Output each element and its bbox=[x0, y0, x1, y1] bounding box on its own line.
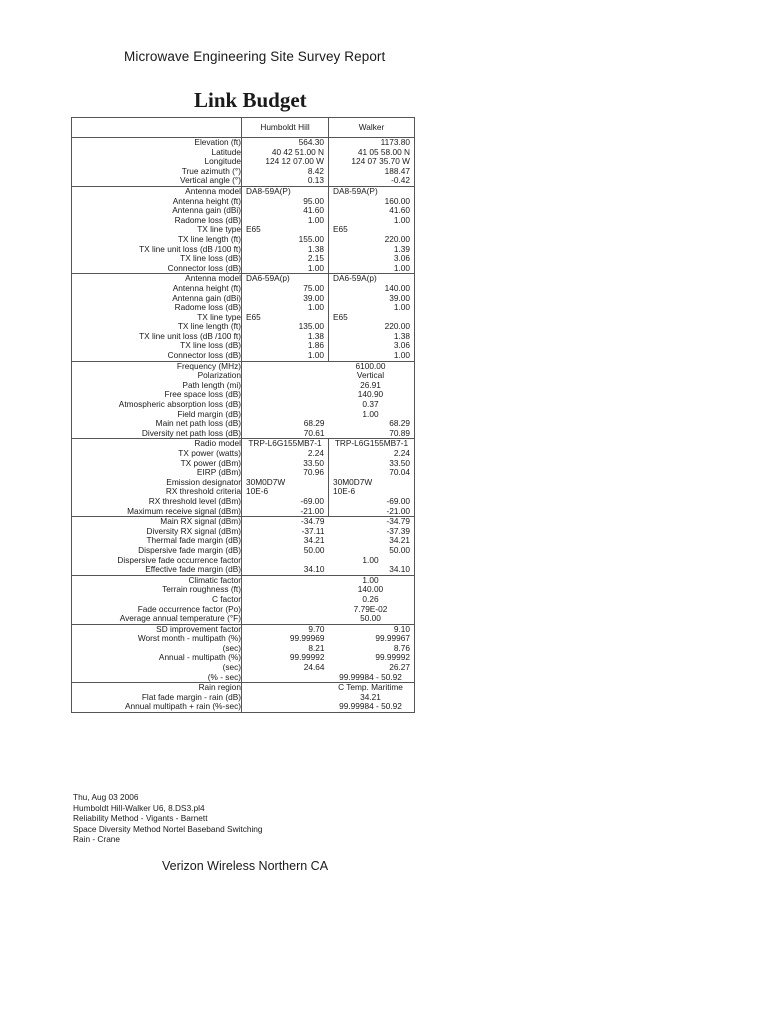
row-label: Dispersive fade margin (dB) bbox=[138, 544, 241, 555]
row-label: Main net path loss (dB) bbox=[155, 418, 241, 429]
row-label: Annual multipath + rain (%-sec) bbox=[125, 701, 241, 712]
row-label: True azimuth (°) bbox=[181, 165, 241, 176]
row-label: Flat fade margin - rain (dB) bbox=[141, 691, 241, 702]
site-a-values bbox=[242, 138, 329, 187]
shared-value: 99.99984 - 50.92 bbox=[339, 701, 402, 712]
site-b-value: -21.00 bbox=[386, 505, 410, 516]
site-b-value: 3.06 bbox=[393, 340, 410, 351]
row-label: Latitude bbox=[211, 146, 241, 157]
row-label: EIRP (dBm) bbox=[196, 467, 241, 478]
table-section bbox=[72, 683, 415, 713]
shared-value: 99.99984 - 50.92 bbox=[339, 671, 402, 682]
shared-value: 50.00 bbox=[360, 613, 381, 624]
section-labels bbox=[72, 517, 242, 576]
site-a-value: 2.24 bbox=[307, 448, 324, 458]
site-a-value: 564.30 bbox=[298, 137, 324, 147]
row-label: TX power (watts) bbox=[178, 448, 241, 458]
section-labels bbox=[72, 361, 242, 439]
row-label: Radio model bbox=[194, 438, 241, 449]
section-labels bbox=[72, 138, 242, 187]
row-label: Fade occurrence factor (Po) bbox=[137, 603, 241, 614]
section-labels bbox=[72, 439, 242, 517]
row-label: C factor bbox=[211, 593, 241, 604]
shared-value: 26.91 bbox=[360, 379, 381, 390]
site-a-value: 124 12 07.00 W bbox=[265, 156, 324, 167]
site-b-value: 140.00 bbox=[384, 282, 410, 293]
row-label: Antenna model bbox=[185, 185, 241, 196]
row-label: Average annual temperature (°F) bbox=[119, 613, 241, 624]
row-label: TX line loss (dB) bbox=[180, 253, 241, 264]
site-b-value: 34.10 bbox=[389, 564, 410, 575]
site-a-value: 155.00 bbox=[298, 233, 324, 244]
section-values bbox=[242, 624, 415, 683]
shared-value: 1.00 bbox=[362, 408, 379, 419]
row-label: RX threshold level (dBm) bbox=[148, 495, 241, 506]
row-label: Free space loss (dB) bbox=[164, 389, 241, 400]
site-a-value: 95.00 bbox=[303, 195, 324, 206]
site-b-value: 9.10 bbox=[393, 623, 410, 634]
site-a-value: 8.21 bbox=[308, 642, 325, 653]
site-b-value: 220.00 bbox=[384, 233, 410, 244]
row-label: Rain region bbox=[198, 682, 241, 693]
site-a-value: 50.00 bbox=[303, 544, 325, 555]
section-labels bbox=[72, 274, 242, 361]
row-label: TX line type bbox=[197, 311, 241, 322]
site-a-value: 1.00 bbox=[307, 350, 324, 361]
row-label: (% - sec) bbox=[207, 671, 241, 682]
site-b-values bbox=[329, 439, 415, 517]
site-b-value: -69.00 bbox=[386, 495, 410, 506]
site-b-value: 10E-6 bbox=[333, 486, 356, 497]
label-column-header bbox=[72, 118, 242, 138]
site-a-value: DA6-59A(p) bbox=[246, 273, 290, 284]
row-label: Diversity net path loss (dB) bbox=[141, 427, 241, 438]
row-label: Field margin (dB) bbox=[177, 408, 241, 419]
table-section bbox=[72, 575, 415, 624]
site-b-value: 188.47 bbox=[384, 165, 410, 176]
site-b-value: 39.00 bbox=[389, 292, 410, 303]
site-b-value: 70.04 bbox=[389, 467, 410, 478]
shared-value: 140.00 bbox=[357, 584, 384, 595]
shared-value: 1.00 bbox=[362, 554, 379, 565]
row-label: Terrain roughness (ft) bbox=[162, 584, 241, 595]
site-b-value: -34.79 bbox=[386, 516, 410, 527]
row-label: Longitude bbox=[204, 156, 241, 167]
row-label: Frequency (MHz) bbox=[176, 360, 241, 371]
row-label: TX line length (ft) bbox=[177, 321, 241, 332]
section-labels bbox=[72, 186, 242, 273]
row-label: Connector loss (dB) bbox=[167, 262, 241, 273]
site-a-value: 75.00 bbox=[303, 282, 324, 293]
row-label: TX line length (ft) bbox=[177, 233, 241, 244]
shared-value: 6100.00 bbox=[355, 360, 386, 371]
row-label: Antenna model bbox=[185, 273, 241, 284]
section-labels bbox=[72, 575, 242, 624]
section-values bbox=[242, 575, 415, 624]
site-a-values bbox=[242, 186, 329, 273]
table-section bbox=[72, 517, 415, 576]
site-a-value: 33.50 bbox=[303, 457, 324, 468]
table-section bbox=[72, 361, 415, 439]
row-label: SD improvement factor bbox=[156, 623, 241, 634]
site-b-value: 3.06 bbox=[393, 253, 410, 264]
row-label: (sec) bbox=[222, 642, 241, 653]
site-b-value: 1173.80 bbox=[380, 137, 410, 147]
site-b-value: 41.60 bbox=[389, 205, 410, 216]
site-a-value: 68.29 bbox=[303, 418, 325, 429]
section-values bbox=[242, 517, 415, 576]
site-a-values bbox=[242, 439, 329, 517]
row-label: RX threshold criteria bbox=[165, 486, 241, 497]
site-column-header-left: Humboldt Hill bbox=[242, 118, 329, 138]
row-label: Diversity RX signal (dBm) bbox=[146, 525, 241, 536]
site-a-value: 1.00 bbox=[307, 214, 324, 225]
site-b-values bbox=[329, 186, 415, 273]
site-b-value: 99.99992 bbox=[375, 652, 410, 663]
site-a-value: 41.60 bbox=[303, 205, 324, 216]
table-section bbox=[72, 138, 415, 187]
row-label: Emission designator bbox=[166, 476, 241, 487]
site-b-value: 124 07 35.70 W bbox=[351, 156, 410, 167]
site-a-value: -21.00 bbox=[300, 505, 324, 516]
site-b-values bbox=[329, 274, 415, 361]
site-b-value: 70.89 bbox=[389, 427, 410, 438]
site-a-value: -69.00 bbox=[300, 495, 324, 506]
site-b-value: 2.24 bbox=[393, 448, 410, 458]
site-b-value: 160.00 bbox=[384, 195, 410, 206]
value-pair bbox=[242, 536, 414, 546]
site-a-value: 39.00 bbox=[303, 292, 324, 303]
footnote-rain-method: Rain - Crane bbox=[73, 834, 121, 844]
footnote-file: Humboldt Hill-Walker U6, 8.DS3.pl4 bbox=[73, 802, 205, 813]
row-label: Vertical angle (°) bbox=[180, 175, 241, 186]
footnote-reliability-method: Reliability Method - Vigants - Barnett bbox=[73, 813, 208, 823]
value-pair bbox=[242, 419, 414, 429]
row-label: Polarization bbox=[197, 370, 241, 381]
row-label: TX line type bbox=[197, 224, 241, 235]
site-a-value: E65 bbox=[246, 224, 261, 235]
table-section bbox=[72, 274, 415, 361]
section-labels bbox=[72, 683, 242, 713]
site-a-value: -34.79 bbox=[300, 516, 325, 527]
row-label: (sec) bbox=[222, 662, 241, 673]
site-a-value: 30M0D7W bbox=[246, 476, 286, 487]
site-b-value: 34.21 bbox=[389, 535, 410, 546]
report-heading: Microwave Engineering Site Survey Report bbox=[124, 49, 386, 64]
shared-value: 1.00 bbox=[362, 574, 379, 585]
site-a-value: DA8-59A(P) bbox=[246, 185, 291, 196]
row-label: Antenna gain (dBi) bbox=[172, 205, 241, 216]
table-body bbox=[72, 138, 415, 713]
site-a-value: 1.86 bbox=[307, 340, 324, 351]
value-pair bbox=[242, 634, 414, 644]
row-label: TX line unit loss (dB /100 ft) bbox=[139, 330, 241, 341]
site-a-value: 70.61 bbox=[303, 427, 325, 438]
site-a-value: 8.42 bbox=[307, 165, 324, 176]
section-labels bbox=[72, 624, 242, 683]
row-label: Climatic factor bbox=[188, 574, 241, 585]
footnotes bbox=[73, 792, 263, 845]
shared-value: 0.26 bbox=[362, 593, 379, 604]
company-name: Verizon Wireless Northern CA bbox=[162, 859, 329, 873]
site-b-value: 99.99967 bbox=[375, 633, 410, 644]
footnote-date: Thu, Aug 03 2006 bbox=[73, 792, 139, 802]
site-b-value: 1.39 bbox=[393, 243, 410, 254]
site-b-value: 8.76 bbox=[393, 642, 410, 653]
row-label: Antenna height (ft) bbox=[172, 282, 241, 293]
site-a-value: 70.96 bbox=[303, 467, 324, 478]
site-b-value: -37.39 bbox=[386, 525, 410, 536]
site-a-value: 10E-6 bbox=[246, 486, 269, 497]
row-label: Dispersive fade occurrence factor bbox=[117, 554, 241, 565]
row-label: Atmospheric absorption loss (dB) bbox=[118, 399, 241, 410]
site-a-value: 1.00 bbox=[307, 262, 324, 273]
site-b-value: 33.50 bbox=[389, 457, 410, 468]
shared-value: C Temp. Maritime bbox=[338, 682, 403, 693]
site-b-value: -0.42 bbox=[391, 175, 410, 186]
row-label: TX line loss (dB) bbox=[180, 340, 241, 351]
site-b-value: 1.00 bbox=[393, 350, 410, 361]
site-a-value: TRP-L6G155MB7-1 bbox=[248, 438, 322, 449]
site-a-value: 40 42 51.00 N bbox=[271, 146, 324, 157]
row-label: Worst month - multipath (%) bbox=[137, 633, 241, 644]
row-label: Annual - multipath (%) bbox=[158, 652, 241, 663]
value-pair bbox=[242, 653, 414, 663]
site-b-value: 41 05 58.00 N bbox=[357, 146, 410, 157]
shared-value: Vertical bbox=[356, 370, 385, 381]
row-label: Antenna gain (dBi) bbox=[172, 292, 241, 303]
value-pair bbox=[242, 546, 414, 556]
site-a-value: 1.00 bbox=[307, 302, 324, 313]
table-section bbox=[72, 439, 415, 517]
site-b-value: 50.00 bbox=[389, 544, 410, 555]
site-b-value: 1.00 bbox=[393, 262, 410, 273]
site-b-value: DA8-59A(P) bbox=[333, 185, 378, 196]
site-a-value: 99.99969 bbox=[289, 633, 325, 644]
row-label: Antenna height (ft) bbox=[172, 195, 241, 206]
row-label: Main RX signal (dBm) bbox=[160, 516, 241, 527]
document-title: Link Budget bbox=[194, 88, 307, 112]
shared-value: 7.79E-02 bbox=[353, 603, 388, 614]
site-a-value: 34.10 bbox=[303, 564, 325, 575]
site-b-value: 1.00 bbox=[393, 214, 410, 225]
row-label: Connector loss (dB) bbox=[167, 350, 241, 361]
table-header-row bbox=[72, 118, 415, 138]
link-budget-table bbox=[71, 117, 415, 713]
value-pair bbox=[242, 527, 414, 537]
table-section bbox=[72, 186, 415, 273]
value-pair bbox=[242, 565, 414, 575]
site-a-value: E65 bbox=[246, 311, 261, 322]
site-b-value: 26.27 bbox=[389, 662, 410, 673]
site-b-value: TRP-L6G155MB7-1 bbox=[334, 438, 409, 449]
site-a-value: 135.00 bbox=[298, 321, 324, 332]
shared-value: 0.37 bbox=[362, 399, 379, 410]
site-b-value: 1.00 bbox=[393, 302, 410, 313]
site-a-value: 2.15 bbox=[307, 253, 324, 264]
row-label: Effective fade margin (dB) bbox=[145, 564, 241, 575]
site-a-value: 99.99992 bbox=[289, 652, 325, 663]
site-column-header-right: Walker bbox=[329, 118, 415, 138]
site-a-value: 9.70 bbox=[308, 623, 325, 634]
site-a-value: 24.64 bbox=[303, 662, 325, 673]
site-a-value: 1.38 bbox=[307, 330, 324, 341]
site-b-value: E65 bbox=[333, 224, 348, 235]
footnote-diversity-method: Space Diversity Method Nortel Baseband Switching bbox=[73, 823, 263, 834]
section-values bbox=[242, 683, 415, 713]
site-b-value: 220.00 bbox=[384, 321, 410, 332]
site-b-value: 30M0D7W bbox=[333, 476, 373, 487]
site-b-value: 1.38 bbox=[393, 330, 410, 341]
row-label: Elevation (ft) bbox=[194, 137, 241, 147]
site-a-values bbox=[242, 274, 329, 361]
section-values bbox=[242, 361, 415, 439]
site-a-value: 1.38 bbox=[307, 243, 324, 254]
shared-value: 140.90 bbox=[357, 389, 384, 400]
site-a-value: 0.13 bbox=[307, 175, 324, 186]
row-label: Radome loss (dB) bbox=[174, 302, 241, 313]
site-b-value: 68.29 bbox=[389, 418, 410, 429]
table-section bbox=[72, 624, 415, 683]
row-label: Path length (mi) bbox=[182, 379, 241, 390]
site-b-value: DA6-59A(p) bbox=[333, 273, 377, 284]
row-label: Maximum receive signal (dBm) bbox=[127, 505, 241, 516]
shared-value: 34.21 bbox=[360, 691, 381, 702]
row-label: Radome loss (dB) bbox=[174, 214, 241, 225]
site-a-value: 34.21 bbox=[303, 535, 325, 546]
site-a-value: -37.11 bbox=[301, 525, 325, 536]
row-label: TX power (dBm) bbox=[180, 457, 241, 468]
row-label: Thermal fade margin (dB) bbox=[146, 535, 241, 546]
value-pair bbox=[242, 429, 414, 439]
row-label: TX line unit loss (dB /100 ft) bbox=[139, 243, 241, 254]
site-b-value: E65 bbox=[333, 311, 348, 322]
site-b-values bbox=[329, 138, 415, 187]
